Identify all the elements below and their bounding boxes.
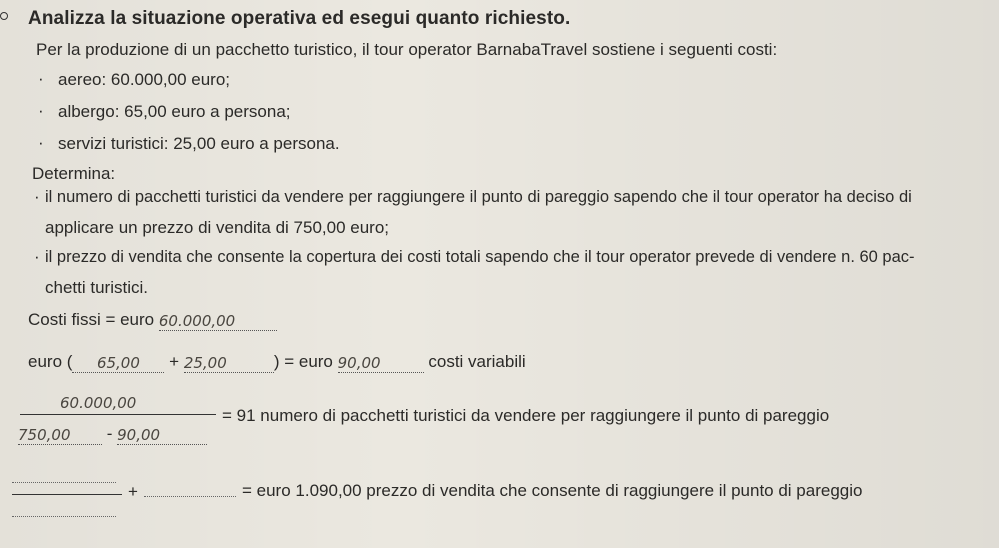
bullet-icon: · xyxy=(34,247,40,266)
plus-sign: + xyxy=(169,352,180,371)
variable-costs-mid: ) = euro xyxy=(273,352,333,371)
breakeven-variable-field[interactable] xyxy=(117,424,207,445)
cost-item-albergo: albergo: 65,00 euro a persona; xyxy=(58,102,291,121)
variable-costs-row xyxy=(28,352,526,373)
variable-cost-a-answer: 65,00 xyxy=(96,354,140,372)
minus-sign: - xyxy=(106,424,113,443)
bullet-icon: · xyxy=(38,133,44,152)
bullet-icon: · xyxy=(34,187,40,206)
variable-cost-total-field[interactable] xyxy=(338,352,424,373)
exercise-bullet-icon xyxy=(0,12,8,20)
fixed-costs-row xyxy=(28,310,277,331)
intro-text: Per la produzione di un pacchetto turistico, il tour operator BarnabaTravel sostiene i seguenti costi: xyxy=(36,40,778,59)
task-1-line-1: il numero di pacchetti turistici da vendere per raggiungere il punto di pareggio sapendo che il tour operator ha deciso di xyxy=(45,188,912,206)
breakeven-numerator-field[interactable] xyxy=(60,393,136,413)
bullet-icon: · xyxy=(38,101,44,120)
variable-cost-b-field[interactable] xyxy=(184,352,274,373)
task-1-line-2: applicare un prezzo di vendita di 750,00 euro; xyxy=(45,218,390,237)
breakeven-numerator: 60.000,00 xyxy=(60,394,137,412)
fixed-costs-label: Costi fissi = euro xyxy=(28,310,155,329)
breakeven-denominator xyxy=(18,424,207,445)
breakeven-fraction-bar xyxy=(20,414,216,415)
price-fraction-bar xyxy=(12,494,122,495)
variable-cost-total-answer: 90,00 xyxy=(337,354,381,372)
bullet-icon: · xyxy=(38,69,44,88)
fixed-costs-answer-field[interactable] xyxy=(159,310,277,331)
variable-costs-suffix: costi variabili xyxy=(428,352,526,371)
breakeven-variable: 90,00 xyxy=(117,426,161,444)
price-quantity-field[interactable] xyxy=(12,516,116,517)
price-fixed-field[interactable] xyxy=(12,482,116,483)
breakeven-price: 750,00 xyxy=(18,426,71,444)
price-result: = euro 1.090,00 prezzo di vendita che consente di raggiungere il punto di pareggio xyxy=(242,481,863,500)
fixed-costs-answer: 60.000,00 xyxy=(158,312,236,330)
price-variable-field[interactable] xyxy=(144,496,236,497)
breakeven-result: = 91 numero di pacchetti turistici da vendere per raggiungere il punto di pareggio xyxy=(222,406,830,425)
variable-cost-b-answer: 25,00 xyxy=(183,354,227,372)
cost-item-aereo: aereo: 60.000,00 euro; xyxy=(58,70,231,89)
task-2-line-1: il prezzo di vendita che consente la copertura dei costi totali sapendo che il tour operator prevede di vendere n. 60 pac- xyxy=(45,248,915,266)
exercise-title: Analizza la situazione operativa ed esegui quanto richiesto. xyxy=(28,8,571,29)
cost-item-servizi: servizi turistici: 25,00 euro a persona. xyxy=(58,134,340,153)
variable-cost-a-field[interactable] xyxy=(72,352,164,373)
variable-costs-prefix: euro ( xyxy=(28,352,73,371)
task-2-line-2: chetti turistici. xyxy=(45,278,148,297)
breakeven-price-field[interactable] xyxy=(18,424,102,445)
determina-label: Determina: xyxy=(32,164,116,183)
price-plus-sign: + xyxy=(128,482,138,501)
